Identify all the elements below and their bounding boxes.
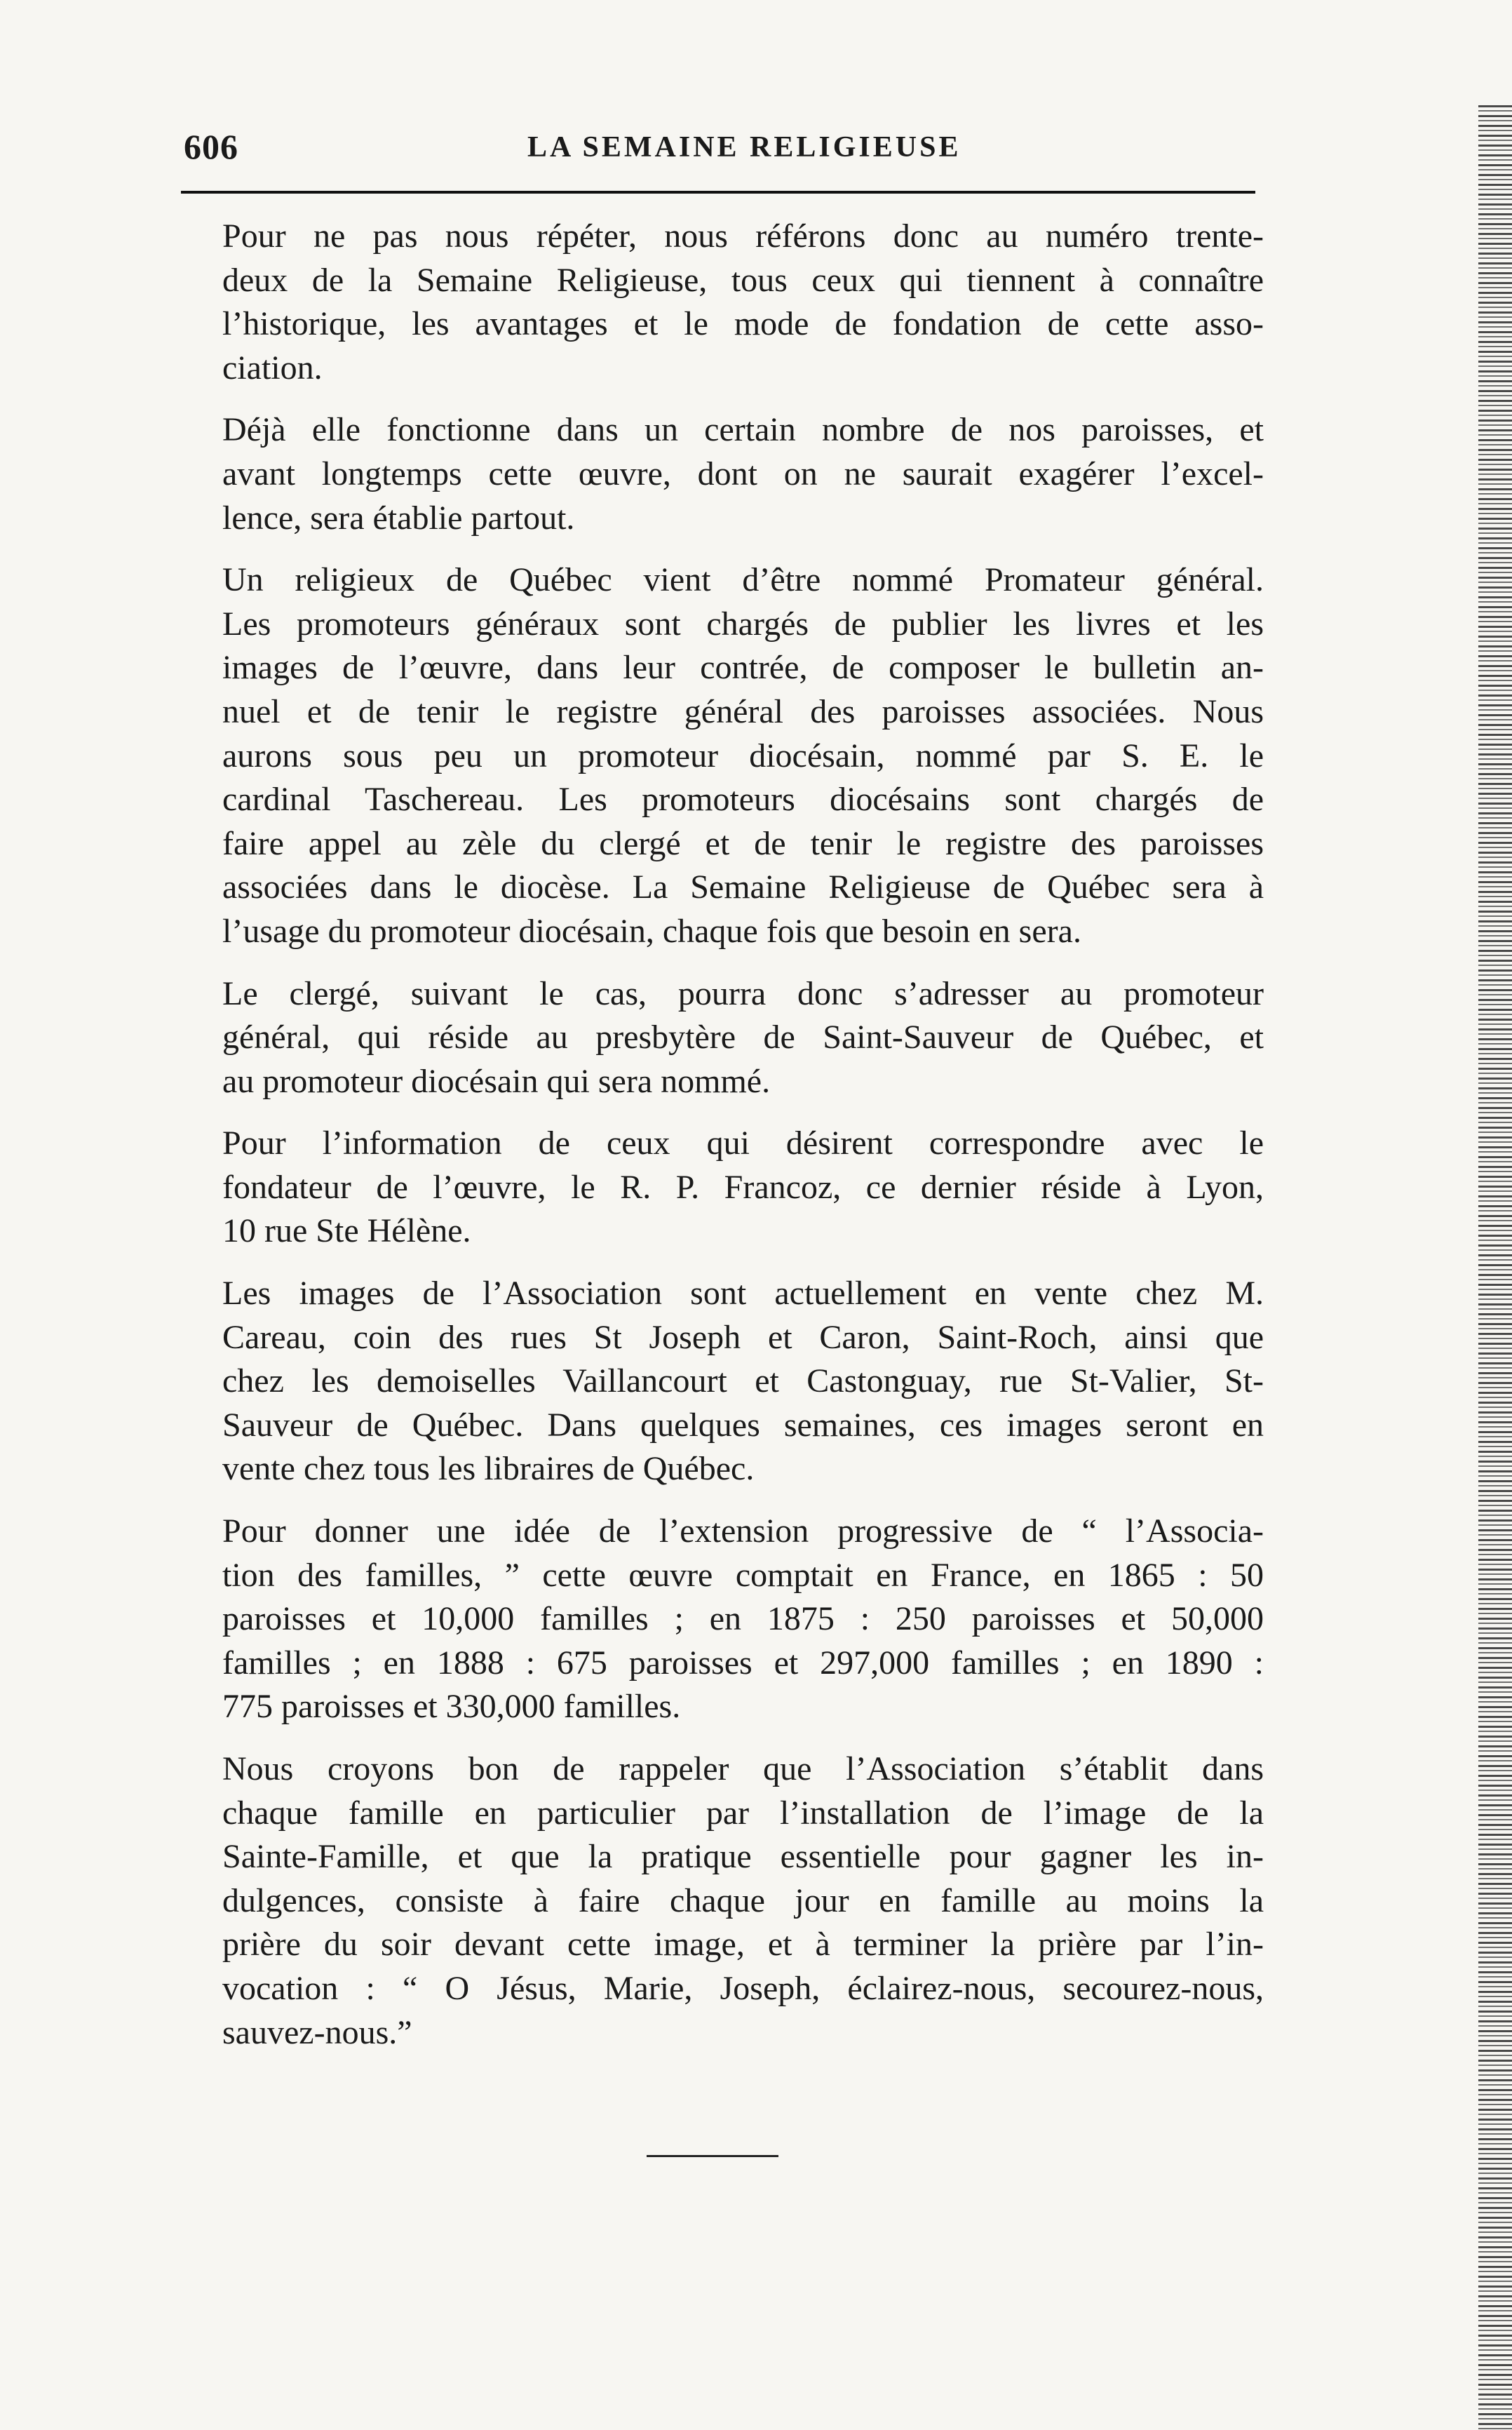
text-line: tion des familles, ” cette œuvre comptait en France, en 1865 : 50 (222, 1556, 1264, 1594)
text-line: Careau, coin des rues St Joseph et Caron, Saint-Roch, ainsi que (222, 1318, 1264, 1356)
text-line: dulgences, consiste à faire chaque jour en famille au moins la (222, 1881, 1264, 1919)
text-line: Nous croyons bon de rappeler que l’Association s’établit dans (222, 1750, 1264, 1787)
text-line: associées dans le diocèse. La Semaine Religieuse de Québec sera à (222, 868, 1264, 906)
text-line: vente chez tous les libraires de Québec. (222, 1450, 755, 1488)
text-line: Déjà elle fonctionne dans un certain nombre de nos paroisses, et (222, 411, 1264, 449)
text-line: Sainte-Famille, et que la pratique essentielle pour gagner les in- (222, 1838, 1264, 1876)
paragraph (184, 408, 1264, 540)
text-line: l’usage du promoteur diocésain, chaque fois que besoin en sera. (222, 912, 1081, 950)
text-line: Pour l’information de ceux qui désirent correspondre avec le (222, 1125, 1264, 1162)
page-number: 606 (184, 127, 238, 166)
text-line: avant longtemps cette œuvre, dont on ne saurait exagérer l’excel- (222, 455, 1264, 492)
text-line: prière du soir devant cette image, et à terminer la prière par l’in- (222, 1926, 1264, 1964)
text-line: Sauveur de Québec. Dans quelques semaines, ces images seront en (222, 1406, 1264, 1444)
end-rule (647, 2155, 778, 2157)
text-line: l’historique, les avantages et le mode de fondation de cette asso- (222, 305, 1264, 343)
page-header (184, 126, 1250, 175)
header-rule (181, 191, 1255, 194)
text-line: chaque famille en particulier par l’installation de l’image de la (222, 1794, 1264, 1832)
text-line: Les promoteurs généraux sont chargés de publier les livres et les (222, 605, 1264, 643)
text-line: cardinal Taschereau. Les promoteurs diocésains sont chargés de (222, 781, 1264, 819)
text-line: 10 rue Ste Hélène. (222, 1212, 471, 1250)
text-line: Le clergé, suivant le cas, pourra donc s’adresser au promoteur (222, 974, 1264, 1012)
paragraph (184, 972, 1264, 1104)
text-line: Un religieux de Québec vient d’être nommé Promateur général. (222, 561, 1264, 599)
text-line: fondateur de l’œuvre, le R. P. Francoz, ce dernier réside à Lyon, (222, 1168, 1264, 1206)
text-line: faire appel au zèle du clergé et de tenir le registre des paroisses (222, 824, 1264, 862)
text-line: lence, sera établie partout. (222, 499, 575, 537)
text-line: 775 paroisses et 330,000 familles. (222, 1688, 681, 1726)
text-line: images de l’œuvre, dans leur contrée, de composer le bulletin an- (222, 649, 1264, 687)
article-body (184, 215, 1264, 2073)
paragraph (184, 558, 1264, 953)
text-line: Les images de l’Association sont actuellement en vente chez M. (222, 1275, 1264, 1313)
text-line: paroisses et 10,000 familles ; en 1875 : 250 paroisses et 50,000 (222, 1600, 1264, 1638)
paragraph (184, 1510, 1264, 1729)
text-line: nuel et de tenir le registre général des paroisses associées. Nous (222, 692, 1264, 730)
scan-edge-shadow (1478, 105, 1512, 2430)
text-line: ciation. (222, 349, 323, 387)
paragraph (184, 215, 1264, 390)
text-line: familles ; en 1888 : 675 paroisses et 297,000 familles ; en 1890 : (222, 1644, 1264, 1681)
text-line: Pour ne pas nous répéter, nous référons donc au numéro trente- (222, 217, 1264, 255)
text-line: vocation : “ O Jésus, Marie, Joseph, éclairez-nous, secourez-nous, (222, 1969, 1264, 2007)
text-line: sauvez-nous.” (222, 2013, 412, 2051)
text-line: aurons sous peu un promoteur diocésain, nommé par S. E. le (222, 737, 1264, 774)
paragraph (184, 1122, 1264, 1254)
text-line: Pour donner une idée de l’extension progressive de “ l’Associa- (222, 1512, 1264, 1550)
text-line: général, qui réside au presbytère de Saint-Sauveur de Québec, et (222, 1019, 1264, 1056)
text-line: au promoteur diocésain qui sera nommé. (222, 1062, 771, 1100)
paragraph (184, 1272, 1264, 1491)
text-line: chez les demoiselles Vaillancourt et Castonguay, rue St-Valier, St- (222, 1362, 1264, 1400)
running-title: LA SEMAINE RELIGIEUSE (527, 131, 961, 163)
paragraph (184, 1747, 1264, 2055)
text-line: deux de la Semaine Religieuse, tous ceux qui tiennent à connaître (222, 261, 1264, 299)
